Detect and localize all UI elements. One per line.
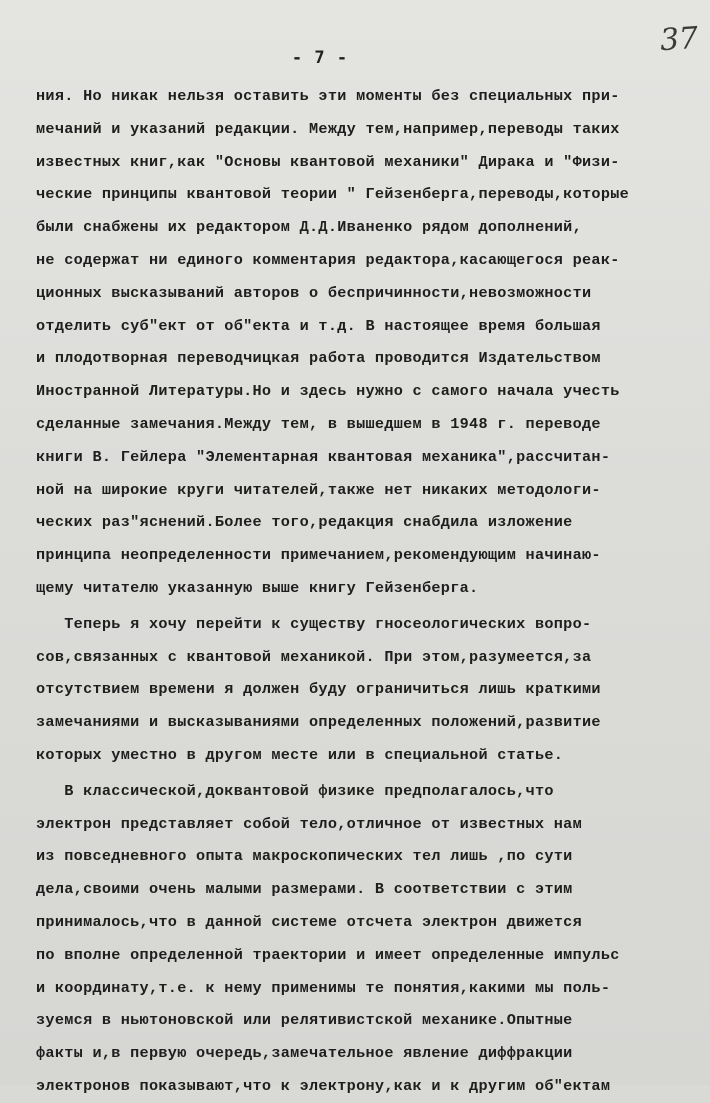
text-line: сделанные замечания.Между тем, в вышедшем в 1948 г. переводе bbox=[36, 414, 601, 433]
text-line: и координату,т.е. к нему применимы те понятия,какими мы поль- bbox=[36, 978, 611, 997]
text-line: замечаниями и высказываниями определенных положений,развитие bbox=[36, 713, 601, 732]
text-line: сов,связанных с квантовой механикой. При этом,разумеется,за bbox=[36, 647, 592, 666]
text-line: ческих раз"яснений.Более того,редакция снабдила изложение bbox=[36, 513, 573, 532]
text-line: В классической,доквантовой физике предполагалось,что bbox=[36, 781, 554, 800]
paragraph bbox=[36, 80, 701, 605]
text-line: известных книг,как "Основы квантовой механики" Дирака и "Физи- bbox=[36, 152, 620, 171]
text-line: ния. Но никак нельзя оставить эти моменты без специальных при- bbox=[36, 87, 620, 105]
text-line: которых уместно в другом месте или в специальной статье. bbox=[36, 745, 564, 764]
text-line: щему читателю указанную выше книгу Гейзенберга. bbox=[36, 578, 479, 597]
text-line: не содержат ни единого комментария редактора,касающегося реак- bbox=[36, 250, 620, 269]
text-line: и плодотворная переводчицкая работа проводится Издательством bbox=[36, 349, 601, 368]
text-line: ной на широкие круги читателей,также нет никаких методологи- bbox=[36, 480, 601, 499]
text-line: отделить суб"ект от об"екта и т.д. В настоящее время большая bbox=[36, 316, 601, 335]
text-line: ционных высказываний авторов о беспричинности,невозможности bbox=[36, 283, 592, 302]
body-text bbox=[36, 80, 701, 1103]
text-line: факты и,в первую очередь,замечательное явление диффракции bbox=[36, 1044, 573, 1063]
text-line: электронов показывают,что к электрону,как и к другим об"ектам bbox=[36, 1076, 611, 1095]
paragraph bbox=[36, 775, 701, 1103]
text-line: мечаний и указаний редакции. Между тем,например,переводы таких bbox=[36, 119, 620, 138]
paragraph bbox=[36, 608, 701, 772]
text-line: зуемся в ньютоновской или релятивистской механике.Опытные bbox=[36, 1011, 573, 1030]
text-line: дела,своими очень малыми размерами. В соответствии с этим bbox=[36, 880, 573, 899]
text-line: по вполне определенной траектории и имеет определенные импульс bbox=[36, 945, 620, 964]
text-line: из повседневного опыта макроскопических тел лишь ,по сути bbox=[36, 847, 573, 866]
text-line: отсутствием времени я должен буду ограничиться лишь краткими bbox=[36, 680, 601, 699]
text-line: ческие принципы квантовой теории " Гейзенберга,переводы,которые bbox=[36, 185, 630, 204]
text-line: книги В. Гейлера "Элементарная квантовая механика",рассчитан- bbox=[36, 447, 611, 466]
text-line: были снабжены их редактором Д.Д.Иваненко рядом дополнений, bbox=[36, 218, 583, 237]
text-line: принималось,что в данной системе отсчета электрон движется bbox=[36, 912, 583, 931]
archive-mark: 37 bbox=[658, 20, 700, 59]
text-line: принципа неопределенности примечанием,рекомендующим начинаю- bbox=[36, 546, 601, 565]
page-number: - 7 - bbox=[291, 48, 349, 68]
text-line: электрон представляет собой тело,отличное от известных нам bbox=[36, 814, 583, 833]
text-line: Иностранной Литературы.Но и здесь нужно с самого начала учесть bbox=[36, 382, 620, 401]
text-line: Теперь я хочу перейти к существу гносеологических вопро- bbox=[36, 614, 592, 633]
